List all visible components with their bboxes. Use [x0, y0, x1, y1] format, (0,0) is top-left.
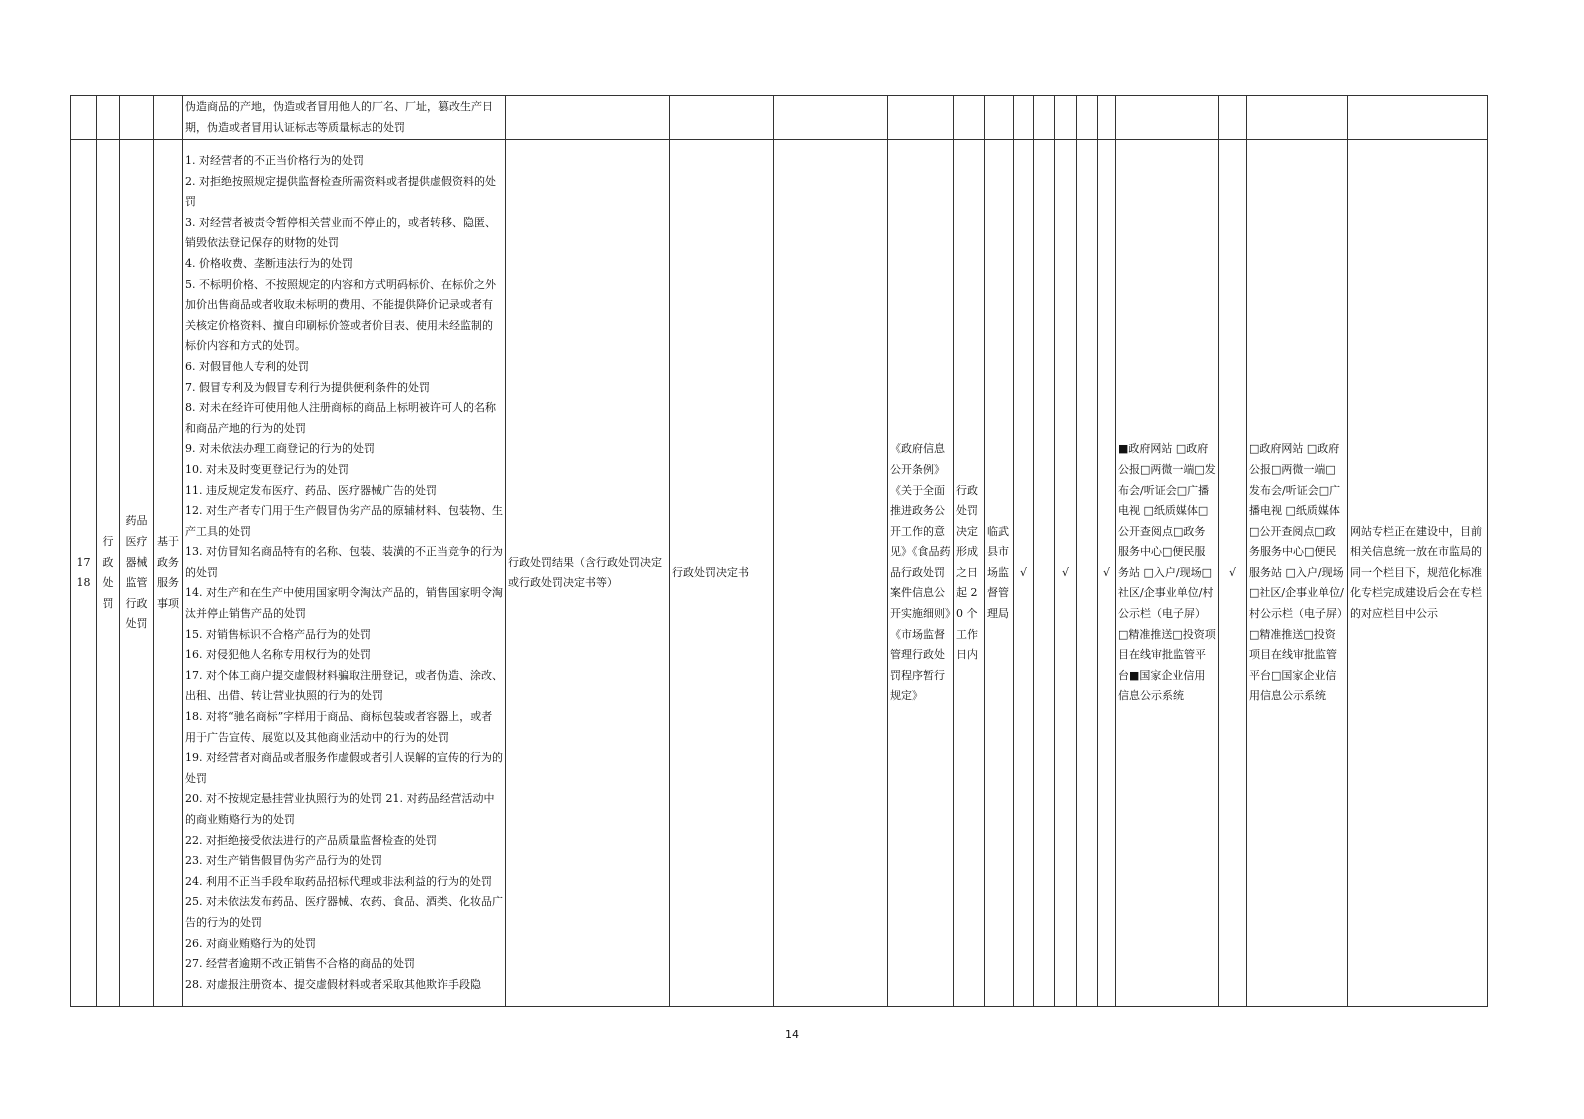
penalty-items-list — [183, 140, 506, 1007]
check-mark-1: √ — [1014, 140, 1034, 1007]
check-mark-4: √ — [1219, 140, 1247, 1007]
channels-a: ■政府网站 □政府公报□两微一端□发布会/听证会□广播电视 □纸质媒体□公开查阅点□政务服务中心□便民服务站 □入户/现场□社区/企事业单位/村公示栏（电子屏）□精准推送□投资项目在线审批监管平台■国家企业信用信息公示系统 — [1116, 140, 1219, 1007]
page-number: 14 — [785, 1028, 799, 1041]
penalty-item: 15. 对销售标识不合格产品行为的处罚 — [185, 627, 371, 641]
penalty-item: 16. 对侵犯他人名称专用权行为的处罚 — [185, 648, 371, 662]
penalty-item: 22. 对拒绝接受依法进行的产品质量监督检查的处罚 — [185, 833, 437, 847]
penalty-item: 17. 对个体工商户提交虚假材料骗取注册登记，或者伪造、涂改、出租、出借、转让营业执照的行为的处罚 — [185, 668, 503, 703]
check-mark-2: √ — [1055, 140, 1077, 1007]
penalty-item: 6. 对假冒他人专利的处罚 — [185, 359, 309, 373]
penalty-item: 18. 对将“驰名商标”字样用于商品、商标包装或者容器上，或者用于广告宣传、展览以及其他商业活动中的行为的处罚 — [185, 710, 493, 744]
cell-domain-empty — [120, 96, 154, 140]
cell-index-empty — [71, 96, 97, 140]
penalty-item: 3. 对经营者被责令暂停相关营业而不停止的，或者转移、隐匿、销毁依法登记保存的财物的处罚 — [185, 215, 496, 250]
penalty-item: 11. 违反规定发布医疗、药品、医疗器械广告的处罚 — [185, 483, 437, 497]
penalty-item: 4. 价格收费、垄断违法行为的处罚 — [185, 256, 353, 270]
cell-empty — [1098, 96, 1116, 140]
row-basis: 基于政务服务事项 — [154, 140, 183, 1007]
cell-empty — [954, 96, 985, 140]
cell-empty — [506, 96, 670, 140]
continuation-item-text: 伪造商品的产地，伪造或者冒用他人的厂名、厂址，篡改生产日期，伪造或者冒用认证标志等质量标志的处罚 — [183, 96, 506, 140]
cell-empty — [888, 96, 954, 140]
disclosure-document: 行政处罚决定书 — [670, 140, 774, 1007]
penalty-item: 19. 对经营者对商品或者服务作虚假或者引人误解的宣传的行为的处罚 — [185, 751, 503, 785]
cell-empty — [1077, 140, 1098, 1007]
cell-basis-empty — [154, 96, 183, 140]
cell-empty — [985, 96, 1014, 140]
penalty-item: 13. 对仿冒知名商品特有的名称、包装、装潢的不正当竞争的行为的处罚 — [185, 545, 503, 579]
row-index: 17 18 — [71, 140, 97, 1007]
time-limit: 行政处罚决定形成之日起 20 个工作日内 — [954, 140, 985, 1007]
channels-b: □政府网站 □政府公报□两微一端□发布会/听证会□广播电视 □纸质媒体□公开查阅点□政务服务中心□便民服务站 □入户/现场□社区/企事业单位/村公示栏（电子屏）□精准推送□投资项目在线审批监管平台□国家企业信用信息公示系统 — [1247, 140, 1348, 1007]
penalty-item: 27. 经营者逾期不改正销售不合格的商品的处罚 — [185, 957, 415, 971]
item-row — [71, 140, 1488, 1007]
penalty-item: 9. 对未依法办理工商登记的行为的处罚 — [185, 442, 375, 456]
cell-empty — [1077, 96, 1098, 140]
disclosure-table — [70, 95, 1488, 1007]
cell-empty — [1055, 96, 1077, 140]
penalty-item: 8. 对未在经许可使用他人注册商标的商品上标明被许可人的名称和商品产地的行为的处罚 — [185, 401, 496, 435]
cell-empty — [1219, 96, 1247, 140]
remarks: 网站专栏正在建设中，目前相关信息统一放在市监局的同一个栏目下，规范化标准化专栏完成建设后会在专栏的对应栏目中公示 — [1348, 140, 1488, 1007]
check-mark-3: √ — [1098, 140, 1116, 1007]
row-domain: 药品医疗器械监管行政处罚 — [120, 140, 154, 1007]
cell-empty — [774, 140, 888, 1007]
cell-empty — [1034, 140, 1055, 1007]
penalty-item: 2. 对拒绝按照规定提供监督检查所需资料或者提供虚假资料的处罚 — [185, 174, 496, 209]
agency: 临武县市场监督管理局 — [985, 140, 1014, 1007]
cell-empty — [670, 96, 774, 140]
penalty-item: 1. 对经营者的不正当价格行为的处罚 — [185, 154, 364, 168]
legal-basis: 《政府信息公开条例》《关于全面推进政务公开工作的意见》《食品药品行政处罚案件信息公开实施细则》《市场监督管理行政处罚程序暂行规定》 — [888, 140, 954, 1007]
penalty-item: 20. 对不按规定悬挂营业执照行为的处罚 21. 对药品经营活动中的商业贿赂行为的处罚 — [185, 792, 495, 827]
cell-category-empty — [97, 96, 120, 140]
cell-empty — [1034, 96, 1055, 140]
penalty-item: 5. 不标明价格、不按照规定的内容和方式明码标价、在标价之外加价出售商品或者收取未标明的费用、不能提供降价记录或者有关核定价格资料、擅自印刷标价签或者价目表、使用未经监制的标价内容和方式的处罚。 — [185, 277, 496, 353]
penalty-item: 26. 对商业贿赂行为的处罚 — [185, 936, 316, 950]
penalty-item: 28. 对虚报注册资本、提交虚假材料或者采取其他欺诈手段隐 — [185, 977, 481, 991]
cell-empty — [1116, 96, 1219, 140]
row-category: 行政处罚 — [97, 140, 120, 1007]
cell-empty — [1348, 96, 1488, 140]
cell-empty — [1014, 96, 1034, 140]
disclosure-content: 行政处罚结果（含行政处罚决定或行政处罚决定书等） — [506, 140, 670, 1007]
penalty-item: 14. 对生产和在生产中使用国家明令淘汰产品的，销售国家明令淘汰并停止销售产品的处罚 — [185, 586, 503, 621]
continuation-row — [71, 96, 1488, 140]
penalty-item: 24. 利用不正当手段牟取药品招标代理或非法利益的行为的处罚 — [185, 874, 492, 888]
cell-empty — [1247, 96, 1348, 140]
penalty-item: 10. 对未及时变更登记行为的处罚 — [185, 462, 349, 476]
penalty-item: 25. 对未依法发布药品、医疗器械、农药、食品、酒类、化妆品广告的行为的处罚 — [185, 895, 503, 929]
penalty-item: 12. 对生产者专门用于生产假冒伪劣产品的原辅材料、包装物、生产工具的处罚 — [185, 504, 503, 538]
cell-empty — [774, 96, 888, 140]
penalty-item: 23. 对生产销售假冒伪劣产品行为的处罚 — [185, 854, 382, 868]
penalty-item: 7. 假冒专利及为假冒专利行为提供便利条件的处罚 — [185, 380, 430, 394]
